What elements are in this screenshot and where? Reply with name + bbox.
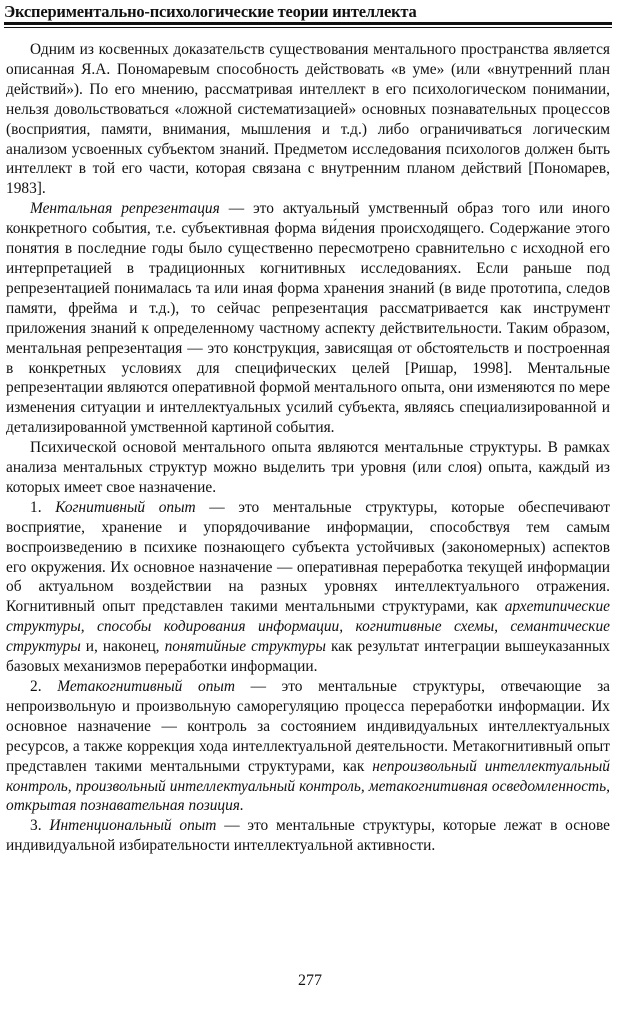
text-run: — это ментальные структуры, которые обеспечивают восприятие, хранение и упорядочивание информации, способствуя тем самым воспроизведению в психике познающего субъекта устойчивых (закономерных) аспектов его окружения. Их основное назначение — оперативная переработка текущей информации об актуальном воздействии на разных уровнях интеллектуального отражения. Когнитивный опыт представлен такими ментальными структурами, как [6,498,611,616]
italic-term: Метакогнитивный опыт [57,678,235,695]
text-run: 1. [30,498,56,516]
text-run: Психической основой ментального опыта являются ментальные структуры. В рамках анализа ментальных структур можно выделить три уровня (или слоя) опыта, каждый из которых имеет свое назначение. [6,439,610,496]
body-text [6,40,610,856]
page-number: 277 [298,972,322,989]
paragraph [6,199,610,438]
paragraph [6,40,610,199]
italic-term: понятийные структуры [164,638,326,656]
italic-term: архетипические структуры, способы кодирования информации, когнитивные схемы, семантические структуры [6,598,610,656]
header-rule-thick [4,22,612,25]
italic-term: Когнитивный опыт [55,498,196,516]
text-run: — это ментальные структуры, отвечающие за непроизвольную и произвольную саморегуляцию процесса переработки информации. Их основное назначение — контроль за состоянием индивидуальных интеллектуальных ресурсов, а также коррекция хода интеллектуальной деятельности. Метакогнитивный опыт представлен такими ментальными структурами, как [6,678,610,775]
paragraph [6,498,610,677]
text-run: как результат интеграции вышеуказанных базовых механизмов переработки информации. [6,638,610,676]
paragraph [6,677,610,816]
text-run: Одним из косвенных доказательств существования ментального пространства является описанная Я.А. Пономаревым способность действовать «в уме» (или «внутренний план действий»). По его мнению, рассматривая интеллект в его психологическом понимании, нельзя довольствоваться «ложной систематизацией» основных познавательных процессов (восприятия, памяти, внимания, мышления и т.д.) либо ограничиваться логическим анализом усвоенных субъектом знаний. Предметом исследования психологов должен быть интеллект в той его части, которая связана с внутренним планом действий [Пономарев, 1983]. [6,41,610,198]
running-header: Экспериментально-психологические теории интеллекта [4,2,417,21]
text-run: 3. [30,817,50,835]
italic-term: непроизвольный интеллектуальный контроль, произвольный интеллектуальный контроль, метакогнитивная осведомленность, открытая познавательная позиция. [6,757,611,815]
text-run: и, наконец, [80,638,165,656]
header-rule-thin [4,27,612,28]
paragraph [6,816,610,856]
italic-term: Интенциональный опыт [49,817,217,835]
text-run: 2. [30,678,58,695]
italic-term: Ментальная репрезентация [30,200,220,218]
text-run: — это ментальные структуры, которые лежат в основе индивидуальной избирательности интеллектуальной активности. [6,817,611,855]
paragraph [6,438,610,498]
text-run: — это актуальный умственный образ того или иного конкретного события, т.е. субъективная форма ви́дения происходящего. Содержание этого понятия в последние годы было существенно пересмотрено сравнительно с исходной его интерпретацией в традиционных когнитивных исследованиях. Если раньше под репрезентацией понималась та или иная форма хранения знаний (в виде прототипа, следов памяти, фрейма и т.д.), то сейчас репрезентация рассматривается как инструмент приложения знаний к определенному частному аспекту действительности. Таким образом, ментальная репрезентация — это конструкция, зависящая от обстоятельств и построенная в конкретных условиях для специфических целей [Ришар, 1998]. Ментальные репрезентации являются оперативной формой ментального опыта, они изменяются по мере изменения ситуации и интеллектуальных усилий субъекта, являясь специализированной и детализированной умственной картиной события. [6,200,610,437]
